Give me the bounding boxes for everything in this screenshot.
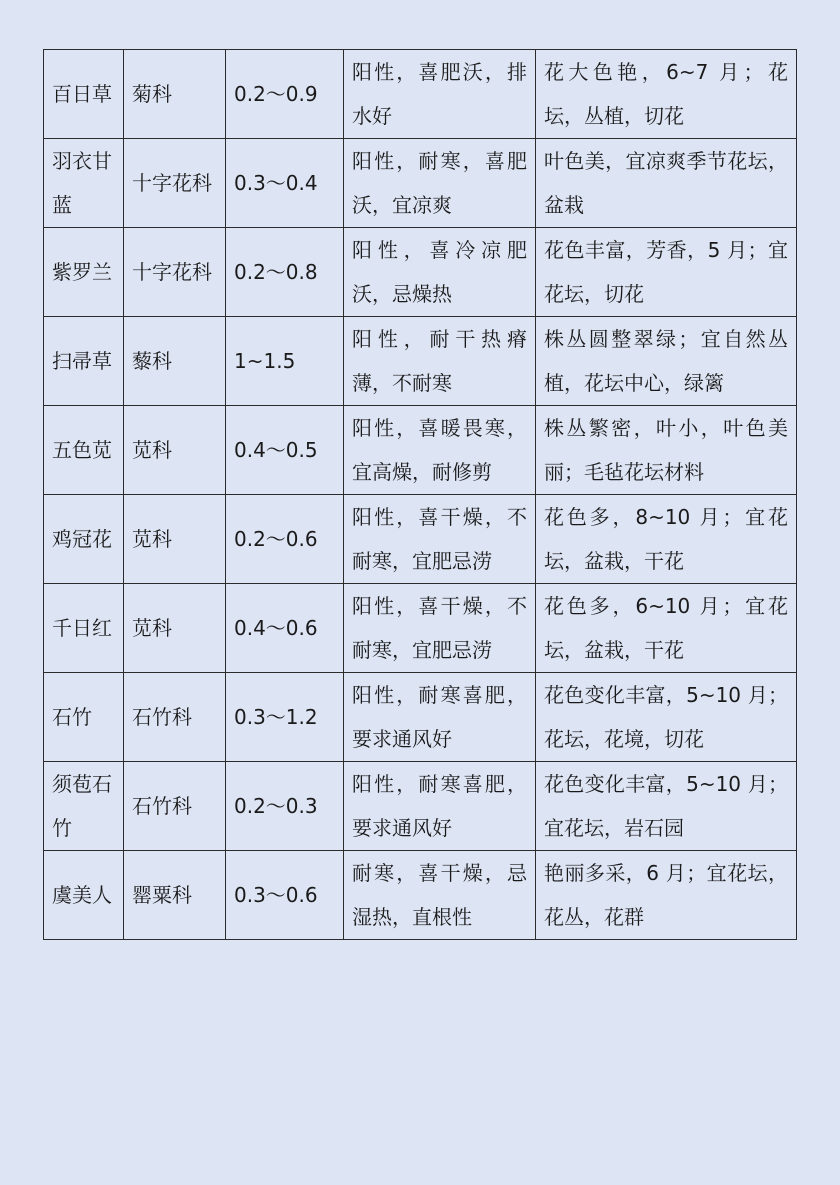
- plant-family-cell: 十字花科: [124, 139, 226, 228]
- table-row: [44, 228, 797, 317]
- plant-height-cell: 0.3～0.4: [226, 139, 344, 228]
- plant-use-cell: 株丛圆整翠绿；宜自然丛植，花坛中心，绿篱: [536, 317, 797, 406]
- table-row: [44, 762, 797, 851]
- plant-habit-cell: 阳性，喜肥沃，排水好: [344, 50, 536, 139]
- plant-family-cell: 菊科: [124, 50, 226, 139]
- plant-height-cell: 0.2～0.3: [226, 762, 344, 851]
- plant-use-cell: 艳丽多采，6 月；宜花坛，花丛，花群: [536, 851, 797, 940]
- flower-table: [43, 49, 797, 940]
- plant-family-cell: 苋科: [124, 495, 226, 584]
- plant-height-cell: 0.2～0.8: [226, 228, 344, 317]
- plant-use-cell: 花色多，6~10 月；宜花坛，盆栽，干花: [536, 584, 797, 673]
- table-row: [44, 584, 797, 673]
- plant-use-cell: 花大色艳，6~7 月；花坛，丛植，切花: [536, 50, 797, 139]
- plant-height-cell: 0.2～0.6: [226, 495, 344, 584]
- plant-family-cell: 藜科: [124, 317, 226, 406]
- plant-habit-cell: 阳性，喜干燥，不耐寒，宜肥忌涝: [344, 584, 536, 673]
- plant-name-cell: 虞美人: [44, 851, 124, 940]
- plant-name-cell: 百日草: [44, 50, 124, 139]
- plant-name-cell: 石竹: [44, 673, 124, 762]
- plant-habit-cell: 阳性，耐寒喜肥，要求通风好: [344, 762, 536, 851]
- plant-height-cell: 0.4～0.5: [226, 406, 344, 495]
- plant-name-cell: 须苞石竹: [44, 762, 124, 851]
- plant-family-cell: 罂粟科: [124, 851, 226, 940]
- plant-family-cell: 苋科: [124, 406, 226, 495]
- plant-habit-cell: 阳性，耐寒，喜肥沃，宜凉爽: [344, 139, 536, 228]
- plant-family-cell: 石竹科: [124, 762, 226, 851]
- plant-use-cell: 花色变化丰富，5~10 月；宜花坛，岩石园: [536, 762, 797, 851]
- plant-height-cell: 0.2～0.9: [226, 50, 344, 139]
- plant-habit-cell: 阳性，喜暖畏寒，宜高燥，耐修剪: [344, 406, 536, 495]
- plant-habit-cell: 阳性，耐干热瘠薄，不耐寒: [344, 317, 536, 406]
- plant-name-cell: 鸡冠花: [44, 495, 124, 584]
- plant-height-cell: 0.4～0.6: [226, 584, 344, 673]
- plant-name-cell: 千日红: [44, 584, 124, 673]
- table-row: [44, 851, 797, 940]
- plant-use-cell: 花色变化丰富，5~10 月；花坛，花境，切花: [536, 673, 797, 762]
- plant-use-cell: 花色丰富，芳香，5 月；宜花坛，切花: [536, 228, 797, 317]
- plant-use-cell: 株丛繁密，叶小，叶色美丽；毛毡花坛材料: [536, 406, 797, 495]
- table-row: [44, 317, 797, 406]
- plant-family-cell: 苋科: [124, 584, 226, 673]
- plant-height-cell: 1~1.5: [226, 317, 344, 406]
- table-row: [44, 495, 797, 584]
- table-row: [44, 406, 797, 495]
- table-row: [44, 139, 797, 228]
- plant-family-cell: 十字花科: [124, 228, 226, 317]
- flower-table-body: [44, 50, 797, 940]
- plant-use-cell: 叶色美，宜凉爽季节花坛，盆栽: [536, 139, 797, 228]
- plant-habit-cell: 耐寒，喜干燥，忌湿热，直根性: [344, 851, 536, 940]
- plant-name-cell: 五色苋: [44, 406, 124, 495]
- plant-habit-cell: 阳性，耐寒喜肥，要求通风好: [344, 673, 536, 762]
- plant-habit-cell: 阳性，喜冷凉肥沃，忌燥热: [344, 228, 536, 317]
- plant-name-cell: 羽衣甘蓝: [44, 139, 124, 228]
- plant-family-cell: 石竹科: [124, 673, 226, 762]
- plant-height-cell: 0.3～0.6: [226, 851, 344, 940]
- table-row: [44, 673, 797, 762]
- plant-use-cell: 花色多，8~10 月；宜花坛，盆栽，干花: [536, 495, 797, 584]
- plant-height-cell: 0.3～1.2: [226, 673, 344, 762]
- plant-habit-cell: 阳性，喜干燥，不耐寒，宜肥忌涝: [344, 495, 536, 584]
- table-row: [44, 50, 797, 139]
- plant-name-cell: 紫罗兰: [44, 228, 124, 317]
- plant-name-cell: 扫帚草: [44, 317, 124, 406]
